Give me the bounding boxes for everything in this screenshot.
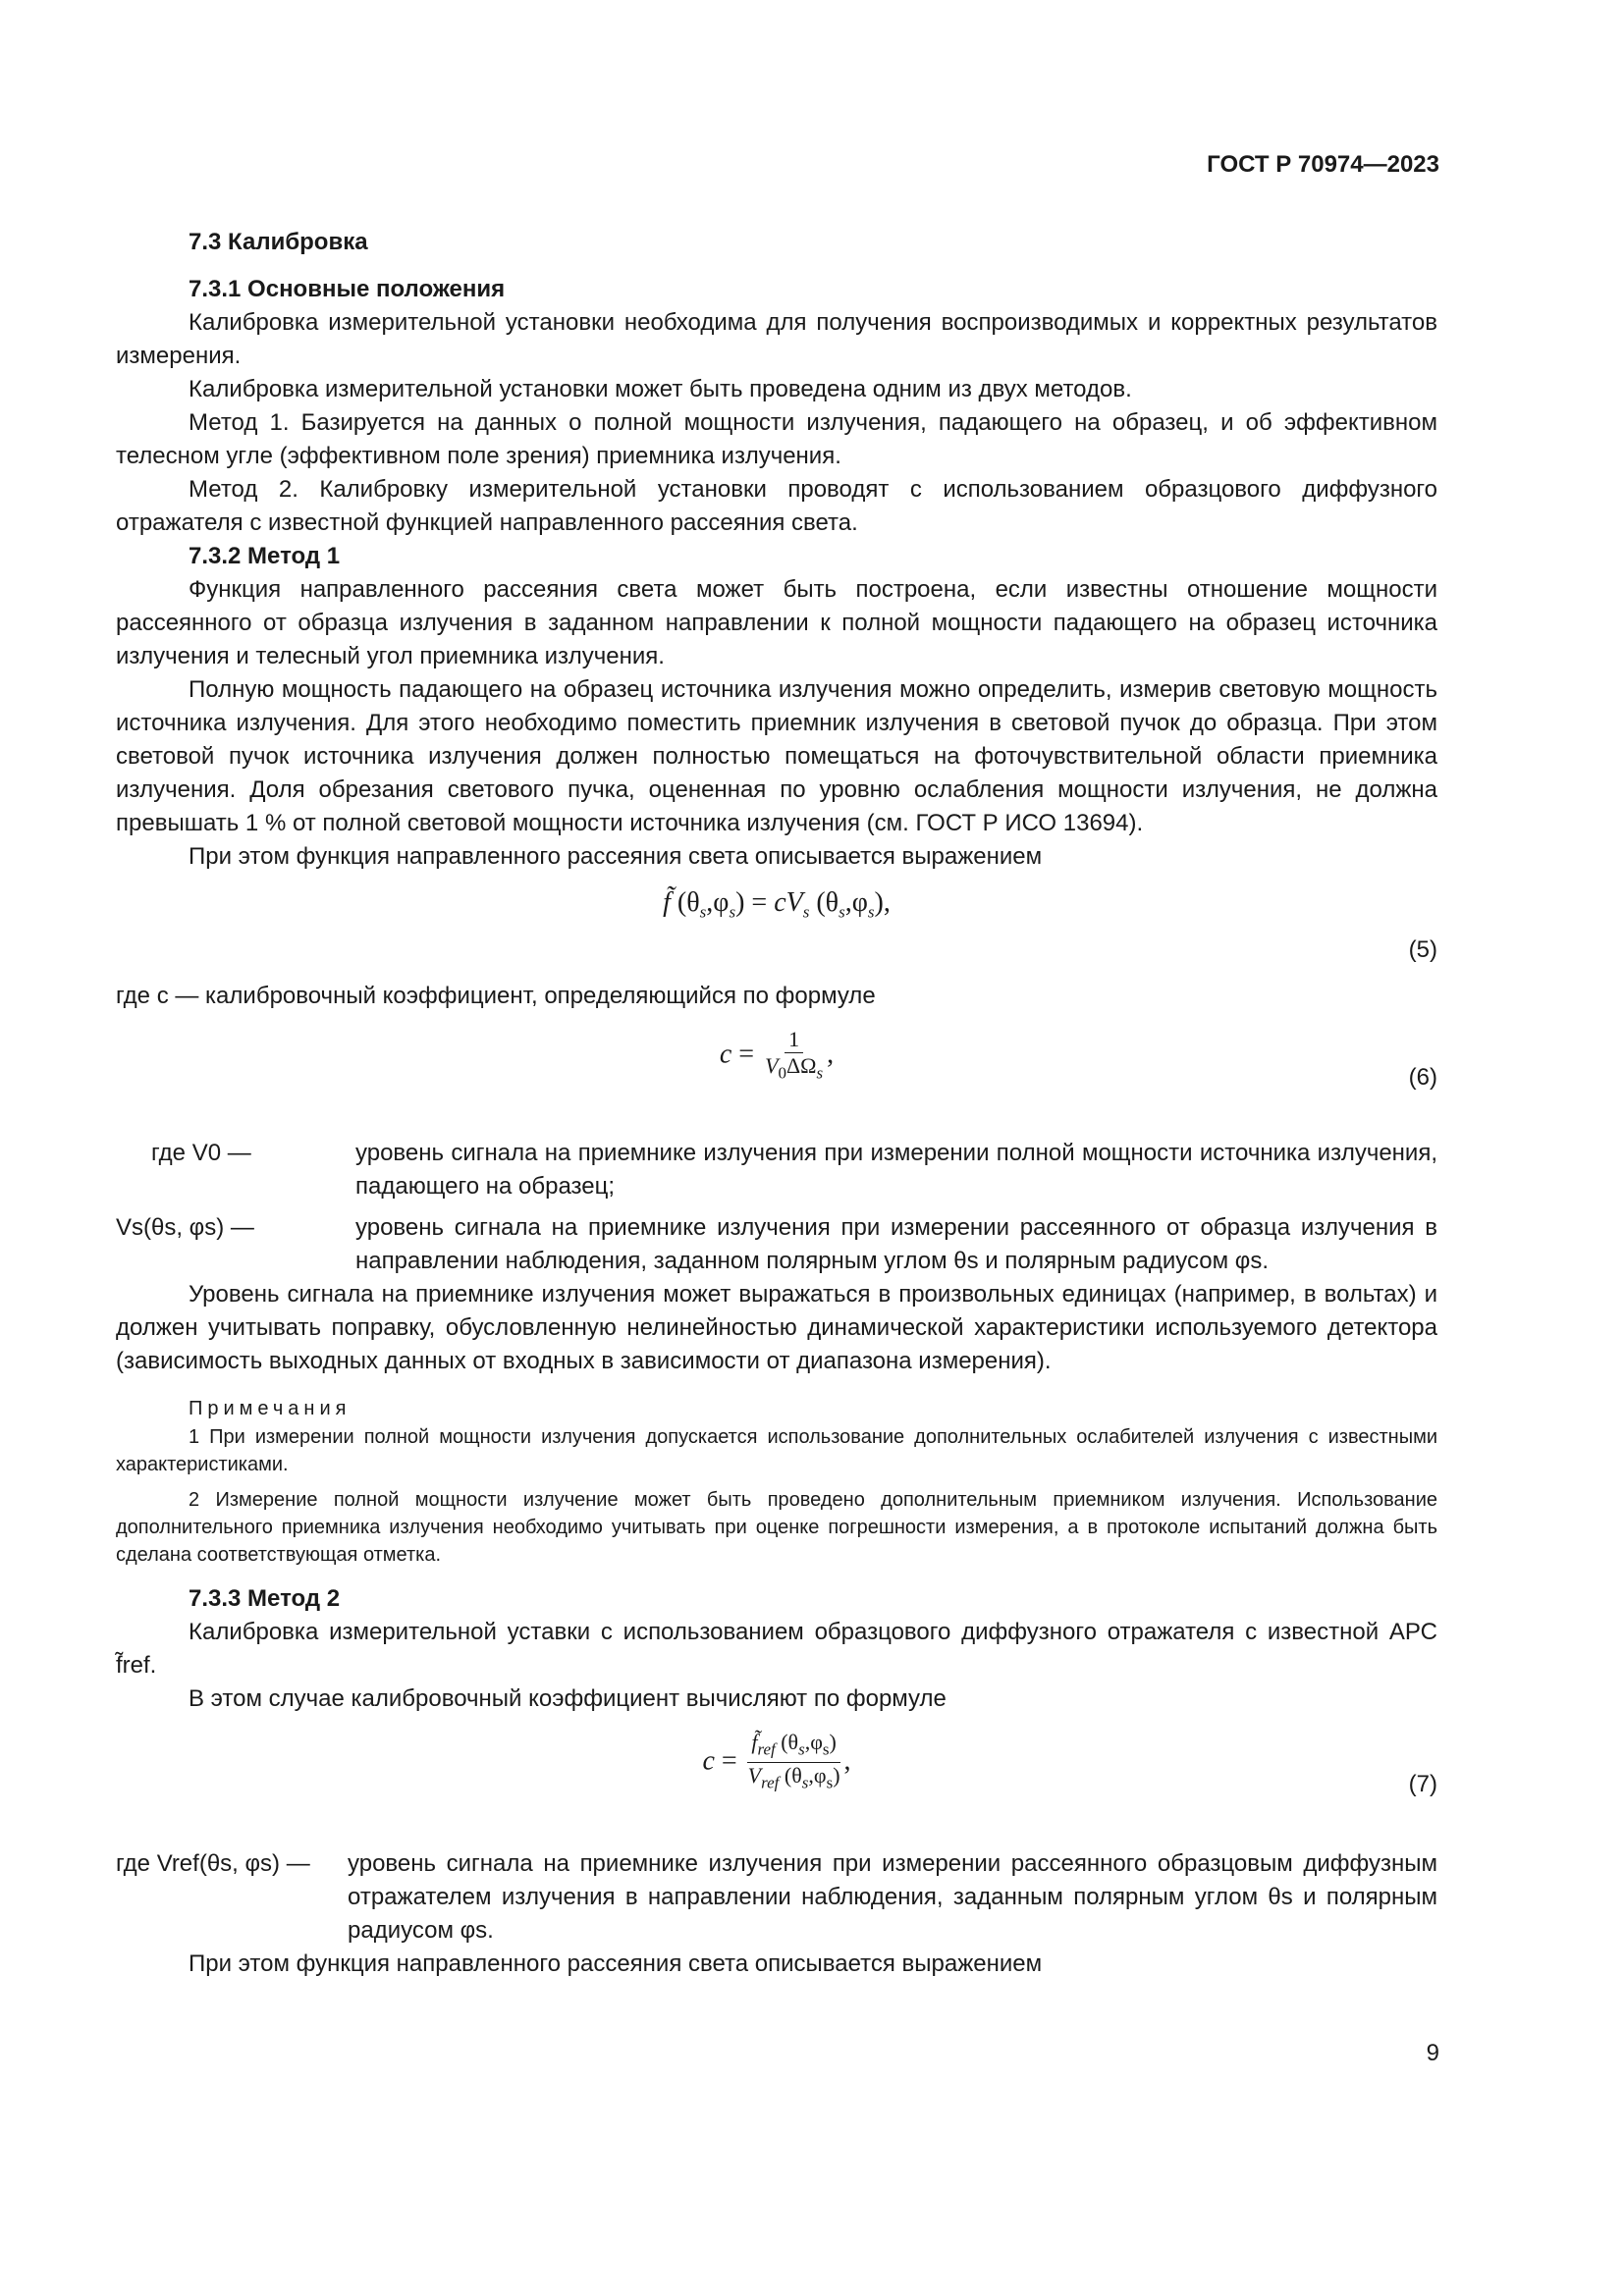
paragraph: Функция направленного рассеяния света может быть построена, если известны отношение мощности рассеянного от образца излучения в заданном направлении к полной мощности падающего на образец источника излучения и телесный угол приемника излучения. xyxy=(116,576,1437,669)
document-id: ГОСТ Р 70974—2023 xyxy=(1207,151,1439,178)
definition-term: где Vref(θs, φs) — xyxy=(116,1850,310,1877)
note-1: 1 При измерении полной мощности излучения допускается использование дополнительных ослабителей излучения с известными характеристиками. xyxy=(116,1426,1437,1475)
section-7-3-2-title: 7.3.2 Метод 1 xyxy=(189,543,341,569)
paragraph: Уровень сигнала на приемнике излучения может выражаться в произвольных единицах (например, в вольтах) и должен учитывать поправку, обусловленную нелинейностью динамической характеристики используемого детектора (зависимость выходных данных от входных в зависимости от диапазона измерения). xyxy=(116,1281,1437,1374)
equation-6-body: c = $\frac{1}{V_0\Delta\Omega_s}$ , xyxy=(719,1027,835,1083)
paragraph: Полную мощность падающего на образец источника излучения можно определить, измерив световую мощность источника излучения. Для этого необходимо поместить приемник излучения в световой пучок до образца. При этом световой пучок источника излучения должен полностью помещаться на фоточувствительной области приемника излучения. Доля обрезания светового пучка, оцененная по уровню ослабления мощности излучения, не должна превышать 1 % от полной световой мощности источника излучения (см. ГОСТ Р ИСО 13694). xyxy=(116,676,1437,836)
paragraph: Метод 2. Калибровку измерительной установки проводят с использованием образцового диффузного отражателя с известной функцией направленного рассеяния света. xyxy=(116,476,1437,536)
section-7-3-1-title: 7.3.1 Основные положения xyxy=(189,276,506,302)
paragraph: Метод 1. Базируется на данных о полной мощности излучения, падающего на образец, и об эффективном телесном угле (эффективном поле зрения) приемника излучения. xyxy=(116,409,1437,469)
equation-5 xyxy=(116,887,1437,970)
definition-vs xyxy=(116,1211,1437,1278)
page-content xyxy=(116,147,1437,1981)
equation-6-number: (6) xyxy=(1408,1064,1437,1091)
definition-term: где V0 — xyxy=(151,1140,251,1166)
section-7-3-3-title: 7.3.3 Метод 2 xyxy=(189,1585,341,1612)
equation-5-number: (5) xyxy=(1408,936,1437,963)
definition-text: уровень сигнала на приемнике излучения при измерении полной мощности источника излучения, падающего на образец; xyxy=(355,1140,1437,1200)
definition-v0 xyxy=(116,1137,1437,1203)
paragraph: Калибровка измерительной уставки с использованием образцового диффузного отражателя с известной АРС f̃ref. xyxy=(116,1619,1437,1679)
paragraph: При этом функция направленного рассеяния света описывается выражением xyxy=(189,1950,1043,1977)
paragraph: В этом случае калибровочный коэффициент вычисляют по формуле xyxy=(189,1685,947,1712)
where-c: где c — калибровочный коэффициент, определяющийся по формуле xyxy=(116,983,876,1009)
equation-6 xyxy=(116,1027,1437,1121)
paragraph: Калибровка измерительной установки необходима для получения воспроизводимых и корректных результатов измерения. xyxy=(116,309,1437,369)
equation-7 xyxy=(116,1730,1437,1834)
section-7-3-title: 7.3 Калибровка xyxy=(189,229,368,255)
equation-5-body: f̃ $(\theta_s,\varphi_s) = cV_s$ $(\theta_s,\varphi_s)$, xyxy=(663,887,891,922)
definition-term: Vs(θs, φs) — xyxy=(116,1214,254,1241)
page-number: 9 xyxy=(1426,2040,1439,2066)
definition-text: уровень сигнала на приемнике излучения при измерении рассеянного образцовым диффузным отражателем излучения в направлении наблюдения, заданным полярным углом θs и полярным радиусом φs. xyxy=(348,1850,1437,1944)
notes-title: Примечания xyxy=(189,1398,352,1419)
equation-7-number: (7) xyxy=(1408,1771,1437,1797)
paragraph: При этом функция направленного рассеяния света описывается выражением xyxy=(189,843,1043,870)
definition-vref xyxy=(116,1847,1437,1948)
definition-text: уровень сигнала на приемнике излучения при измерении рассеянного от образца излучения в направлении наблюдения, заданном полярным углом θs и полярным радиусом φs. xyxy=(355,1214,1437,1274)
equation-7-body: c = $\frac{f̃_{ref} (\theta_s,\varphi_s)}{V_{ref} (\theta_s,\varphi_s)}$ , xyxy=(702,1730,851,1792)
paragraph: Калибровка измерительной установки может быть проведена одним из двух методов. xyxy=(189,376,1132,402)
note-2: 2 Измерение полной мощности излучение может быть проведено дополнительным приемником излучения. Использование дополнительного приемника излучения необходимо учитывать при оценке погрешности измерения, а в протоколе испытаний должна быть сделана соответствующая отметка. xyxy=(116,1489,1437,1566)
